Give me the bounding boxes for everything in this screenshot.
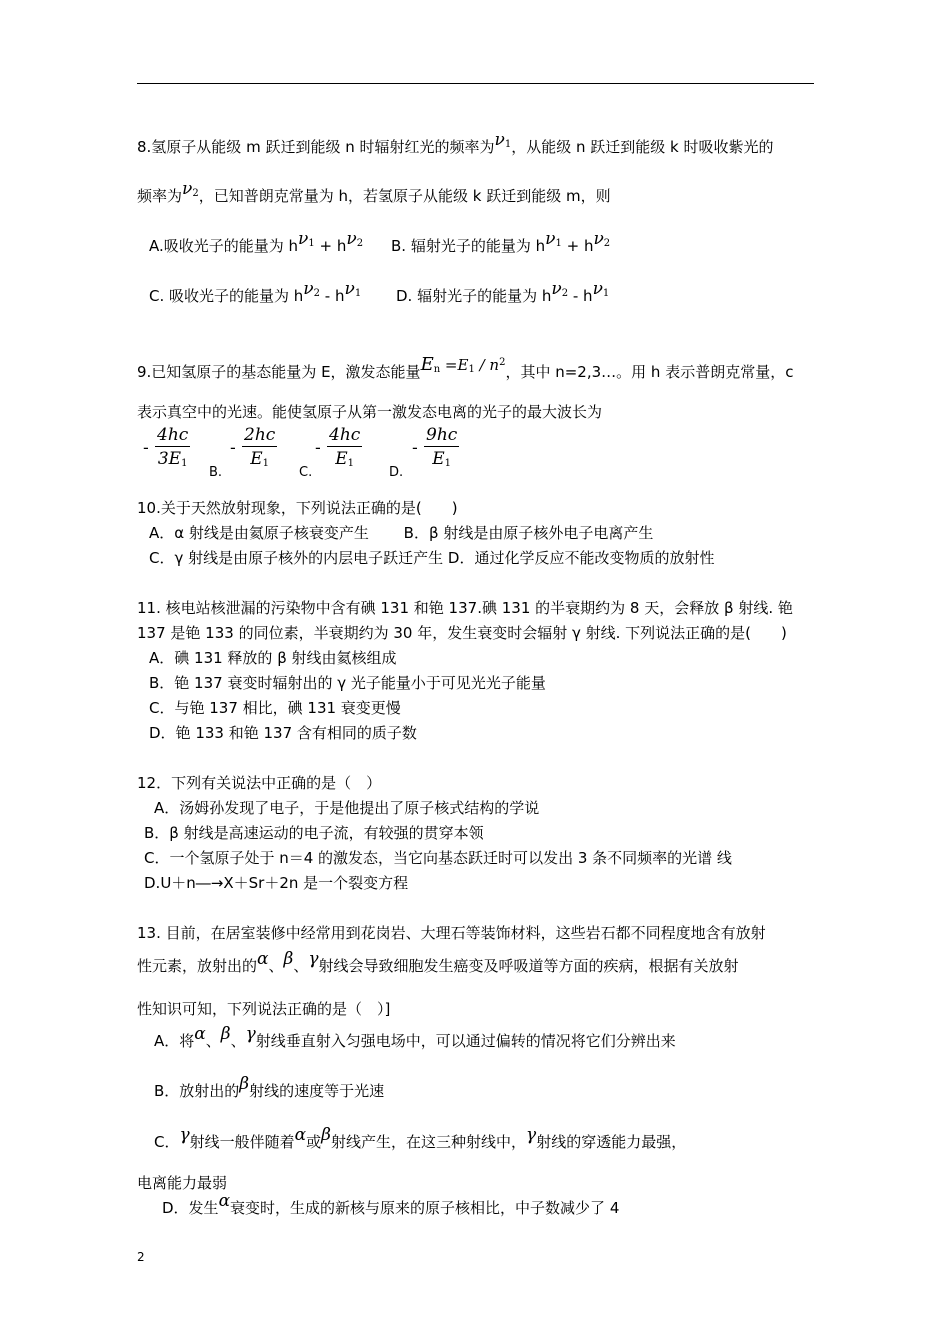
q13-option-a: A．将α、β、γ射线垂直射入匀强电场中，可以通过偏转的情况将它们分辨出来 xyxy=(154,1024,676,1050)
q10-options-ab: A．α 射线是由氦原子核衰变产生 B．β 射线是由原子核外电子电离产生 xyxy=(149,524,654,542)
q9-option-2-minus: - xyxy=(230,438,236,457)
q11-option-a: A．碘 131 释放的 β 射线由氦核组成 xyxy=(149,649,397,667)
fraction-denominator: $E_1$ xyxy=(335,449,355,469)
q9-option-2-label: B. xyxy=(209,465,223,480)
fraction-numerator: 4hc xyxy=(157,425,189,445)
q8-line2: 频率为$\nu_2$，已知普朗克常量为 h，若氢原子从能级 k 跃迁到能级 m，则 xyxy=(137,179,611,205)
q13-option-b: B．放射出的β射线的速度等于光速 xyxy=(154,1074,385,1100)
q12-option-d: D.U＋n―→X＋Sr＋2n 是一个裂变方程 xyxy=(144,874,409,892)
q13-line2: 性元素，放射出的α、β、γ射线会导致细胞发生癌变及呼吸道等方面的疾病，根据有关放射 xyxy=(137,949,739,975)
fraction-numerator: 4hc xyxy=(329,425,361,445)
fraction-denominator: $E_1$ xyxy=(250,449,270,469)
q12-option-b: B．β 射线是高速运动的电子流，有较强的贯穿本领 xyxy=(144,824,484,842)
q9-line2: 表示真空中的光速。能使氢原子从第一激发态电离的光子的最大波长为 xyxy=(137,403,603,421)
fraction-denominator: $E_1$ xyxy=(432,449,452,469)
q8-line1: 8.氢原子从能级 m 跃迁到能级 n 时辐射红光的频率为$\nu_1$，从能级 n 跃迁到能级 k 时吸收紫光的 xyxy=(137,130,774,156)
q12-stem: 12．下列有关说法中正确的是（ ） xyxy=(137,774,382,792)
q8-option-b: B. 辐射光子的能量为 $h\nu_1 + h\nu_2$ xyxy=(391,229,611,255)
page-number: 2 xyxy=(137,1250,145,1264)
q8-option-d: D. 辐射光子的能量为 $h\nu_2 - h\nu_1$ xyxy=(396,279,610,305)
fraction-numerator: 2hc xyxy=(244,425,276,445)
q10-options-cd: C．γ 射线是由原子核外的内层电子跃迁产生 D．通过化学反应不能改变物质的放射性 xyxy=(149,549,715,567)
q13-line1: 13. 目前，在居室装修中经常用到花岗岩、大理石等装饰材料，这些岩石都不同程度地含有放射 xyxy=(137,924,766,942)
q12-option-a: A．汤姆孙发现了电子，于是他提出了原子核式结构的学说 xyxy=(154,799,540,817)
fraction-denominator: $3E_1$ xyxy=(157,449,188,469)
q9-option-1-fraction xyxy=(155,424,190,476)
q9-option-3-label: C. xyxy=(299,465,313,480)
q9-option-3-fraction xyxy=(327,424,362,476)
q11-option-d: D．铯 133 和铯 137 含有相同的质子数 xyxy=(149,724,417,742)
q11-option-c: C．与铯 137 相比，碘 131 衰变更慢 xyxy=(149,699,401,717)
q12-option-c: C．一个氢原子处于 n＝4 的激发态，当它向基态跃迁时可以发出 3 条不同频率的光谱 线 xyxy=(144,849,732,867)
q9-option-1-minus: - xyxy=(143,438,149,457)
q13-option-c: C．γ射线一般伴随着α或β射线产生，在这三种射线中，γ射线的穿透能力最强， xyxy=(154,1125,687,1151)
q9-option-4-label: D. xyxy=(389,465,404,480)
q13-option-c-continued: 电离能力最弱 xyxy=(137,1174,228,1192)
q13-line3: 性知识可知，下列说法正确的是（ ）] xyxy=(137,1000,391,1018)
q10-stem: 10.关于天然放射现象，下列说法正确的是( ) xyxy=(137,499,458,517)
q11-line1: 11. 核电站核泄漏的污染物中含有碘 131 和铯 137.碘 131 的半衰期约为 8 天，会释放 β 射线. 铯 xyxy=(137,599,793,617)
q11-option-b: B．铯 137 衰变时辐射出的 γ 光子能量小于可见光光子能量 xyxy=(149,674,546,692)
q9-line1: 9.已知氢原子的基态能量为 E，激发态能量$E^n =E^1 / n^2$，其中 n=2,3…。用 h 表示普朗克常量，c xyxy=(137,354,794,381)
q9-option-2-fraction xyxy=(242,424,277,476)
header-rule xyxy=(137,83,814,84)
q8-option-a: A.吸收光子的能量为 $h\nu_1 + h\nu_2$ xyxy=(149,229,364,255)
q9-option-3-minus: - xyxy=(315,438,321,457)
q9-option-4-minus: - xyxy=(412,438,418,457)
q8-option-c: C. 吸收光子的能量为 $h\nu_2 - h\nu_1$ xyxy=(149,279,362,305)
q11-line2: 137 是铯 133 的同位素，半衰期约为 30 年，发生衰变时会辐射 γ 射线. 下列说法正确的是( ) xyxy=(137,624,787,642)
q13-option-d: D．发生α衰变时，生成的新核与原来的原子核相比，中子数减少了 4 xyxy=(162,1191,620,1217)
q9-option-4-fraction xyxy=(424,424,459,476)
excited-energy-formula: $E^n =E^1 / n^2$ xyxy=(420,354,506,375)
fraction-numerator: 9hc xyxy=(426,425,458,445)
